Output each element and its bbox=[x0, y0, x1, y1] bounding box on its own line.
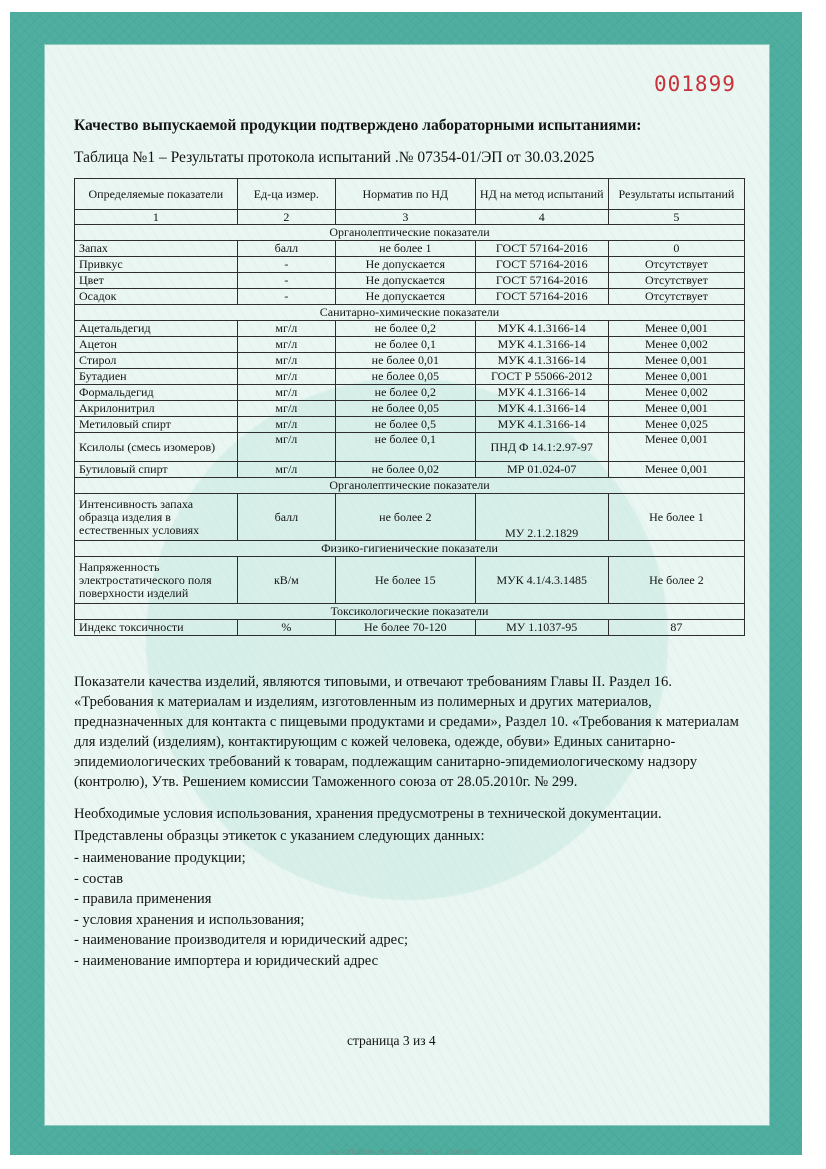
cell-norm: Не более 15 bbox=[336, 557, 476, 604]
table-header-row bbox=[75, 179, 745, 210]
section-row bbox=[75, 541, 745, 557]
cell-unit: мг/л bbox=[237, 353, 335, 369]
cell-norm: не более 0,2 bbox=[336, 385, 476, 401]
requirements-paragraph: Показатели качества изделий, являются типовыми, и отвечают требованиям Главы II. Раздел 16. «Требования к материалам и изделиям, изготовленным из полимерных и других материалов, предназначенных для контакта с пищевыми продуктами и средами», Раздел 10. «Требования к материалам для изделий (изделиям), контактирующим с кожей человека, одежде, обуви» Единых санитарно-эпидемиологических требований к товарам, подлежащим санитарно-эпидемиологическому надзору (контролю), Утв. Решением комиссии Таможенного союза от 28.05.2010г. № 299. bbox=[74, 674, 739, 790]
column-number-row bbox=[75, 210, 745, 225]
section-row bbox=[75, 225, 745, 241]
cell-unit: кВ/м bbox=[237, 557, 335, 604]
cell-result: Менее 0,001 bbox=[608, 462, 744, 478]
label-items-list bbox=[74, 848, 408, 971]
cell-method: ГОСТ 57164-2016 bbox=[475, 273, 608, 289]
column-number: 1 bbox=[75, 210, 238, 225]
section-title: Санитарно-химические показатели bbox=[75, 305, 745, 321]
header-unit: Ед-ца измер. bbox=[237, 179, 335, 210]
table-row bbox=[75, 241, 745, 257]
cell-unit: мг/л bbox=[237, 417, 335, 433]
table-row bbox=[75, 337, 745, 353]
cell-method: МУ 2.1.2.1829 bbox=[475, 494, 608, 541]
cell-result: Не более 2 bbox=[608, 557, 744, 604]
column-number: 4 bbox=[475, 210, 608, 225]
cell-norm: не более 2 bbox=[336, 494, 476, 541]
cell-indicator: Осадок bbox=[75, 289, 238, 305]
list-item: - наименование импортера и юридический адрес bbox=[74, 952, 379, 969]
cell-indicator: Напряженность электростатического поля поверхности изделий bbox=[75, 557, 238, 604]
cell-norm: не более 0,02 bbox=[336, 462, 476, 478]
cell-indicator: Акрилонитрил bbox=[75, 401, 238, 417]
cell-indicator: Ксилолы (смесь изомеров) bbox=[75, 433, 238, 462]
cell-method: ГОСТ 57164-2016 bbox=[475, 257, 608, 273]
cell-norm: не более 0,5 bbox=[336, 417, 476, 433]
cell-indicator: Ацетон bbox=[75, 337, 238, 353]
results-table bbox=[74, 178, 745, 636]
cell-unit: - bbox=[237, 289, 335, 305]
table-row bbox=[75, 369, 745, 385]
cell-norm: Не допускается bbox=[336, 289, 476, 305]
cell-unit: % bbox=[237, 620, 335, 636]
table-row bbox=[75, 557, 745, 604]
cell-indicator: Запах bbox=[75, 241, 238, 257]
column-number: 5 bbox=[608, 210, 744, 225]
table-row bbox=[75, 385, 745, 401]
column-number: 2 bbox=[237, 210, 335, 225]
section-row bbox=[75, 478, 745, 494]
cell-indicator: Интенсивность запаха образца изделия в естественных условиях bbox=[75, 494, 238, 541]
cell-result: Менее 0,001 bbox=[608, 433, 744, 462]
cell-result: Менее 0,002 bbox=[608, 337, 744, 353]
table-row bbox=[75, 289, 745, 305]
cell-result: Не более 1 bbox=[608, 494, 744, 541]
table-caption: Таблица №1 – Результаты протокола испытаний .№ 07354-01/ЭП от 30.03.2025 bbox=[74, 149, 595, 166]
serial-number: 001899 bbox=[654, 72, 736, 96]
cell-indicator: Формальдегид bbox=[75, 385, 238, 401]
cell-norm: не более 0,2 bbox=[336, 321, 476, 337]
cell-norm: Не более 70-120 bbox=[336, 620, 476, 636]
header-method: НД на метод испытаний bbox=[475, 179, 608, 210]
storage-paragraph: Необходимые условия использования, хранения предусмотрены в технической документации. bbox=[74, 806, 662, 822]
cell-indicator: Бутиловый спирт bbox=[75, 462, 238, 478]
cell-unit: мг/л bbox=[237, 462, 335, 478]
list-item: - состав bbox=[74, 870, 124, 887]
header-norm: Норматив по НД bbox=[336, 179, 476, 210]
table-row bbox=[75, 257, 745, 273]
header-indicator: Определяемые показатели bbox=[75, 179, 238, 210]
column-number: 3 bbox=[336, 210, 476, 225]
cell-unit: мг/л bbox=[237, 337, 335, 353]
cell-result: Менее 0,001 bbox=[608, 401, 744, 417]
table-row bbox=[75, 433, 745, 462]
cell-norm: не более 0,01 bbox=[336, 353, 476, 369]
table-row bbox=[75, 620, 745, 636]
table-row bbox=[75, 401, 745, 417]
cell-unit: - bbox=[237, 257, 335, 273]
cell-result: Менее 0,002 bbox=[608, 385, 744, 401]
cell-result: 87 bbox=[608, 620, 744, 636]
section-title: Токсикологические показатели bbox=[75, 604, 745, 620]
section-title: Органолептические показатели bbox=[75, 225, 745, 241]
cell-unit: мг/л bbox=[237, 369, 335, 385]
cell-unit: мг/л bbox=[237, 321, 335, 337]
list-item: - условия хранения и использования; bbox=[74, 911, 305, 928]
cell-indicator: Ацетальдегид bbox=[75, 321, 238, 337]
section-heading: Качество выпускаемой продукции подтверждено лабораторными испытаниями: bbox=[74, 117, 642, 134]
section-row bbox=[75, 305, 745, 321]
table-row bbox=[75, 417, 745, 433]
cell-unit: мг/л bbox=[237, 385, 335, 401]
list-item: - наименование продукции; bbox=[74, 850, 246, 866]
table-row bbox=[75, 462, 745, 478]
cell-method: МР 01.024-07 bbox=[475, 462, 608, 478]
cell-indicator: Бутадиен bbox=[75, 369, 238, 385]
cell-result: 0 bbox=[608, 241, 744, 257]
cell-indicator: Цвет bbox=[75, 273, 238, 289]
page-indicator: страница 3 из 4 bbox=[347, 1033, 436, 1048]
list-item: - наименование производителя и юридический адрес; bbox=[74, 932, 409, 948]
printer-footer: АО «ОПЦИОН», Москва, 2025г., «Б», ТЗ № 0000 bbox=[330, 1149, 479, 1156]
cell-unit: балл bbox=[237, 494, 335, 541]
cell-method: МУК 4.1.3166-14 bbox=[475, 337, 608, 353]
cell-unit: мг/л bbox=[237, 433, 335, 462]
cell-indicator: Стирол bbox=[75, 353, 238, 369]
cell-indicator: Метиловый спирт bbox=[75, 417, 238, 433]
cell-unit: - bbox=[237, 273, 335, 289]
cell-method: МУК 4.1/4.3.1485 bbox=[475, 557, 608, 604]
cell-result: Менее 0,001 bbox=[608, 369, 744, 385]
cell-norm: не более 0,05 bbox=[336, 369, 476, 385]
cell-result: Отсутствует bbox=[608, 257, 744, 273]
table-row bbox=[75, 273, 745, 289]
cell-norm: не более 0,05 bbox=[336, 401, 476, 417]
cell-method: ГОСТ 57164-2016 bbox=[475, 241, 608, 257]
cell-method: ГОСТ Р 55066-2012 bbox=[475, 369, 608, 385]
cell-method: ГОСТ 57164-2016 bbox=[475, 289, 608, 305]
cell-method: МУК 4.1.3166-14 bbox=[475, 401, 608, 417]
table-row bbox=[75, 353, 745, 369]
cell-result: Менее 0,001 bbox=[608, 353, 744, 369]
section-title: Физико-гигиенические показатели bbox=[75, 541, 745, 557]
cell-indicator: Привкус bbox=[75, 257, 238, 273]
cell-method: МУК 4.1.3166-14 bbox=[475, 417, 608, 433]
cell-indicator: Индекс токсичности bbox=[75, 620, 238, 636]
cell-method: МУК 4.1.3166-14 bbox=[475, 321, 608, 337]
cell-unit: балл bbox=[237, 241, 335, 257]
cell-result: Менее 0,025 bbox=[608, 417, 744, 433]
table-row bbox=[75, 494, 745, 541]
list-item: - правила применения bbox=[74, 891, 212, 907]
cell-norm: Не допускается bbox=[336, 257, 476, 273]
cell-norm: не более 0,1 bbox=[336, 433, 476, 462]
cell-method: МУ 1.1037-95 bbox=[475, 620, 608, 636]
cell-result: Отсутствует bbox=[608, 273, 744, 289]
cell-result: Менее 0,001 bbox=[608, 321, 744, 337]
section-title: Органолептические показатели bbox=[75, 478, 745, 494]
cell-norm: не более 0,1 bbox=[336, 337, 476, 353]
cell-norm: не более 1 bbox=[336, 241, 476, 257]
cell-norm: Не допускается bbox=[336, 273, 476, 289]
header-result: Результаты испытаний bbox=[608, 179, 744, 210]
section-row bbox=[75, 604, 745, 620]
table-row bbox=[75, 321, 745, 337]
cell-result: Отсутствует bbox=[608, 289, 744, 305]
cell-method: МУК 4.1.3166-14 bbox=[475, 353, 608, 369]
cell-method: ПНД Ф 14.1:2.97-97 bbox=[475, 433, 608, 462]
cell-unit: мг/л bbox=[237, 401, 335, 417]
cell-method: МУК 4.1.3166-14 bbox=[475, 385, 608, 401]
labels-intro: Представлены образцы этикеток с указанием следующих данных: bbox=[74, 828, 485, 844]
